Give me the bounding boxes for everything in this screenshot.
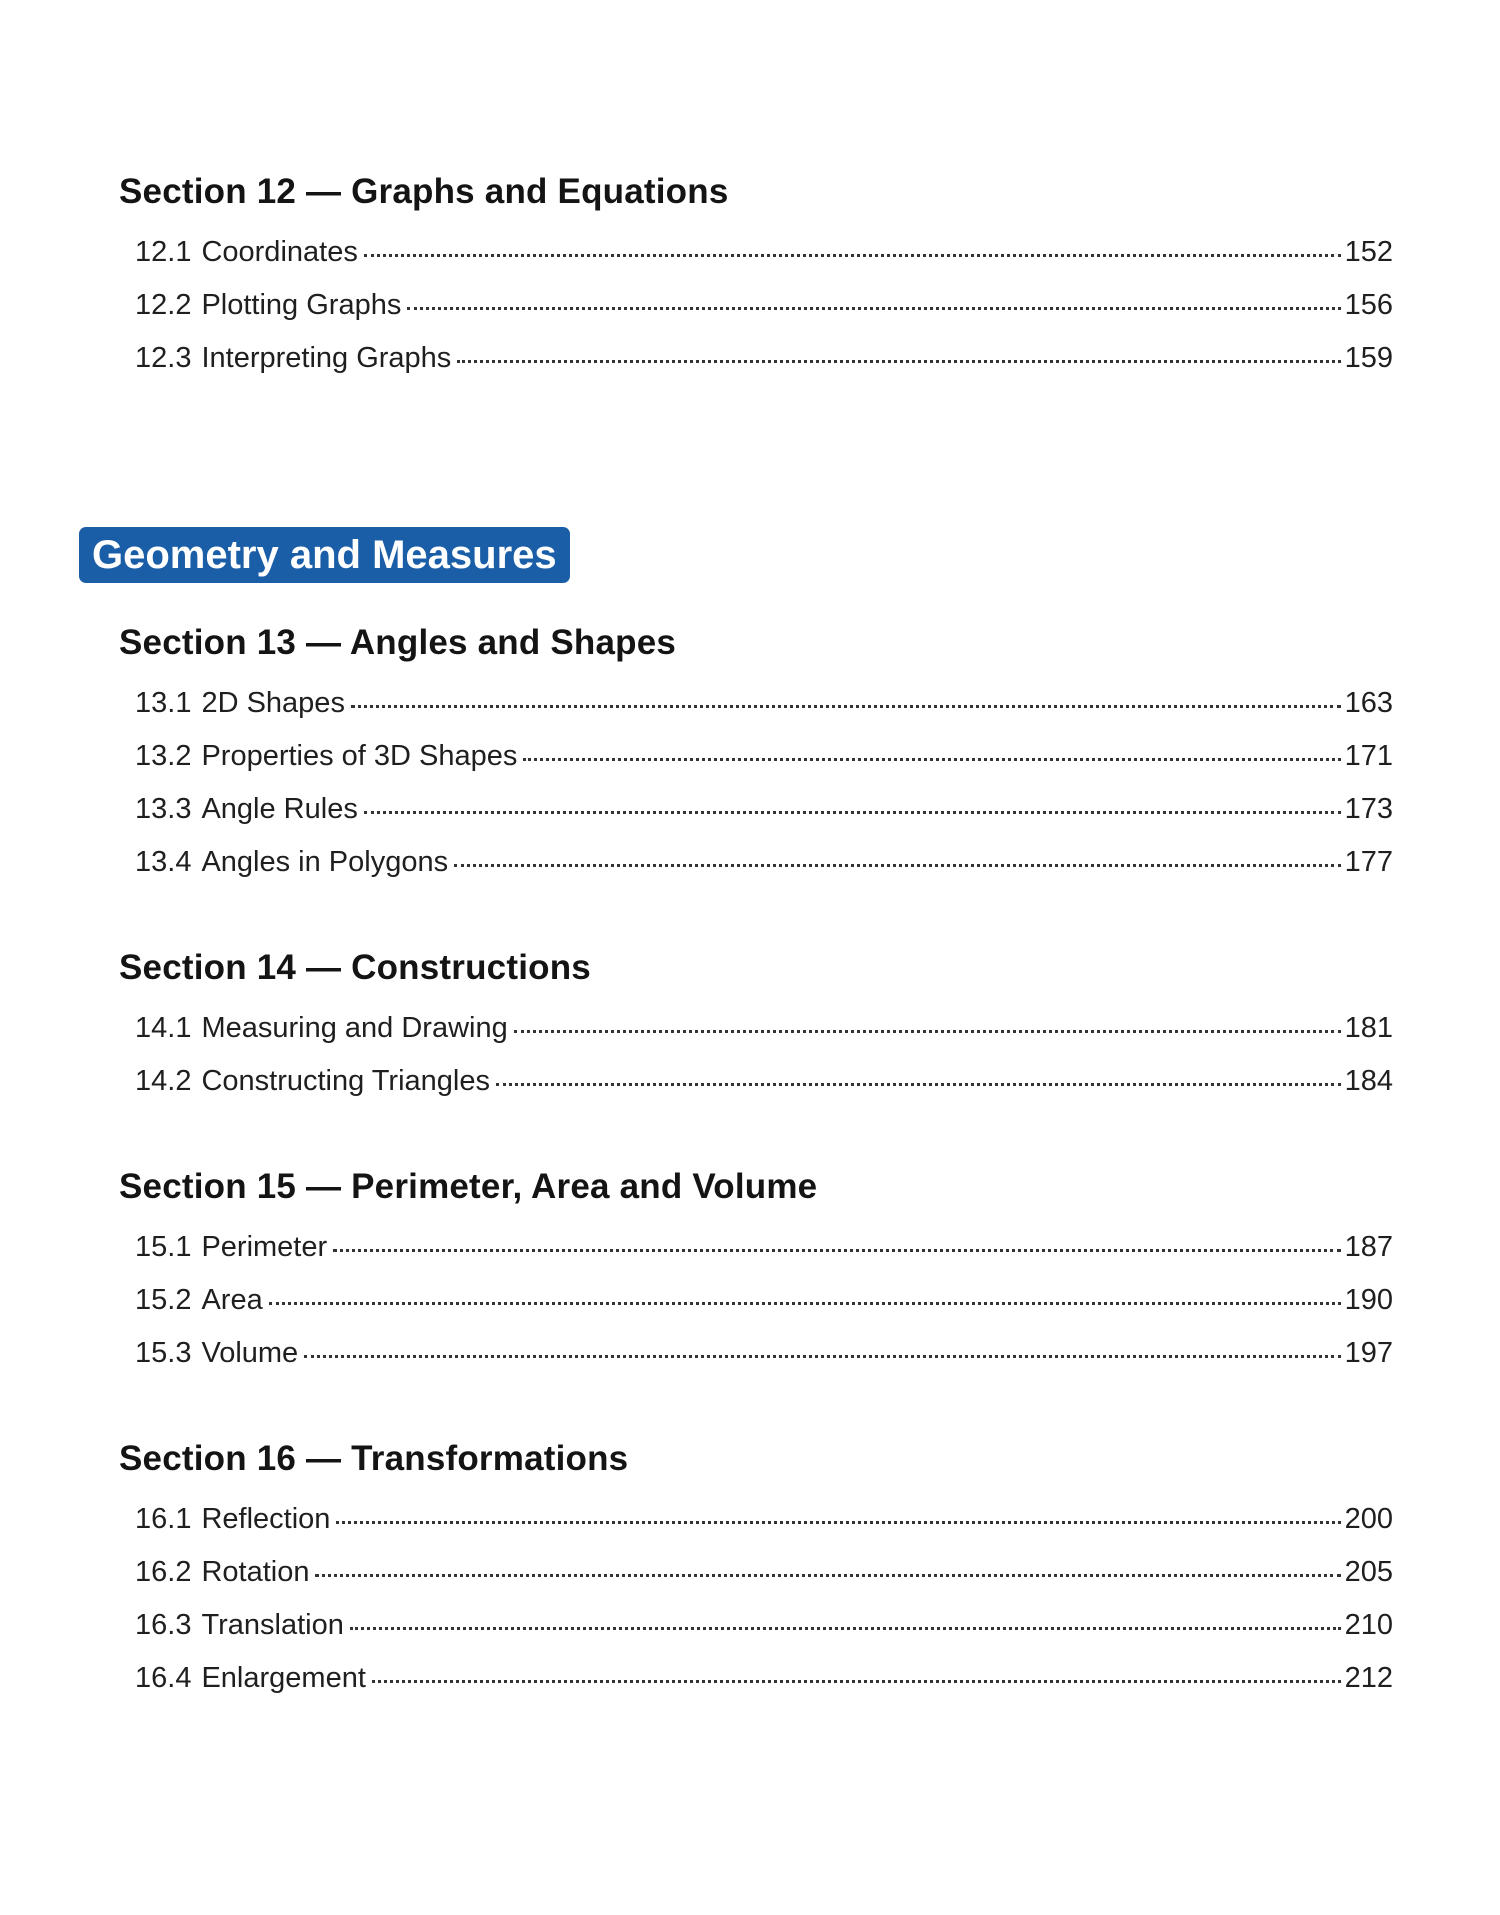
toc-entry[interactable] [135, 289, 1393, 331]
part-banner-geometry: Geometry and Measures [79, 527, 570, 583]
entry-number: 16.1 [135, 1503, 192, 1535]
entry-name: Enlargement [201, 1662, 366, 1694]
entry-page: 200 [1344, 1503, 1393, 1535]
entry-page: 156 [1344, 289, 1393, 321]
dot-leader [336, 1521, 1340, 1524]
entry-page: 171 [1344, 740, 1393, 772]
toc-entry[interactable] [135, 1503, 1393, 1545]
dot-leader [364, 811, 1341, 814]
toc-entry[interactable] [135, 1284, 1393, 1326]
entry-page: 210 [1344, 1609, 1393, 1641]
dot-leader [333, 1249, 1340, 1252]
section-14-title: Section 14 — Constructions [119, 948, 591, 987]
dot-leader [364, 254, 1341, 257]
toc-entry[interactable] [135, 687, 1393, 729]
entry-number: 16.3 [135, 1609, 192, 1641]
dot-leader [315, 1574, 1340, 1577]
toc-entry[interactable] [135, 846, 1393, 888]
entry-number: 12.3 [135, 342, 192, 374]
entry-number: 16.2 [135, 1556, 192, 1588]
entry-page: 187 [1344, 1231, 1393, 1263]
entry-name: Plotting Graphs [201, 289, 402, 321]
entry-page: 184 [1344, 1065, 1393, 1097]
dot-leader [496, 1083, 1341, 1086]
toc-entry[interactable] [135, 1556, 1393, 1598]
entry-name: Reflection [201, 1503, 331, 1535]
entry-number: 13.4 [135, 846, 192, 878]
entry-name: 2D Shapes [201, 687, 345, 719]
entry-name: Interpreting Graphs [201, 342, 452, 374]
toc-entry[interactable] [135, 1662, 1393, 1704]
entry-number: 12.1 [135, 236, 192, 268]
entry-number: 13.3 [135, 793, 192, 825]
toc-entry[interactable] [135, 1231, 1393, 1273]
entry-name: Translation [201, 1609, 344, 1641]
toc-entry[interactable] [135, 1609, 1393, 1651]
entry-number: 15.2 [135, 1284, 192, 1316]
entry-page: 173 [1344, 793, 1393, 825]
toc-entry[interactable] [135, 793, 1393, 835]
section-16-title: Section 16 — Transformations [119, 1439, 629, 1478]
dot-leader [372, 1680, 1341, 1683]
toc-entry[interactable] [135, 1337, 1393, 1379]
entry-number: 14.1 [135, 1012, 192, 1044]
dot-leader [454, 864, 1341, 867]
toc-entry[interactable] [135, 236, 1393, 278]
entry-page: 163 [1344, 687, 1393, 719]
entry-name: Perimeter [201, 1231, 328, 1263]
entry-number: 16.4 [135, 1662, 192, 1694]
entry-number: 14.2 [135, 1065, 192, 1097]
entry-page: 212 [1344, 1662, 1393, 1694]
dot-leader [269, 1302, 1341, 1305]
entry-page: 181 [1344, 1012, 1393, 1044]
entry-name: Coordinates [201, 236, 358, 268]
entry-page: 197 [1344, 1337, 1393, 1369]
section-12-title: Section 12 — Graphs and Equations [119, 172, 729, 211]
entry-page: 152 [1344, 236, 1393, 268]
toc-entry[interactable] [135, 1065, 1393, 1107]
dot-leader [514, 1030, 1341, 1033]
dot-leader [523, 758, 1340, 761]
dot-leader [350, 1627, 1341, 1630]
entry-number: 13.2 [135, 740, 192, 772]
entry-name: Area [201, 1284, 263, 1316]
entry-name: Volume [201, 1337, 299, 1369]
toc-entry[interactable] [135, 1012, 1393, 1054]
dot-leader [304, 1355, 1340, 1358]
entry-name: Angle Rules [201, 793, 358, 825]
entry-name: Constructing Triangles [201, 1065, 490, 1097]
entry-name: Properties of 3D Shapes [201, 740, 518, 772]
dot-leader [457, 360, 1340, 363]
dot-leader [351, 705, 1341, 708]
entry-name: Angles in Polygons [201, 846, 449, 878]
entry-page: 205 [1344, 1556, 1393, 1588]
entry-name: Measuring and Drawing [201, 1012, 508, 1044]
section-15-title: Section 15 — Perimeter, Area and Volume [119, 1167, 818, 1206]
toc-entry[interactable] [135, 740, 1393, 782]
entry-name: Rotation [201, 1556, 310, 1588]
entry-page: 159 [1344, 342, 1393, 374]
toc-entry[interactable] [135, 342, 1393, 384]
entry-number: 13.1 [135, 687, 192, 719]
entry-number: 12.2 [135, 289, 192, 321]
entry-number: 15.1 [135, 1231, 192, 1263]
dot-leader [407, 307, 1340, 310]
entry-page: 190 [1344, 1284, 1393, 1316]
entry-page: 177 [1344, 846, 1393, 878]
section-13-title: Section 13 — Angles and Shapes [119, 623, 677, 662]
entry-number: 15.3 [135, 1337, 192, 1369]
